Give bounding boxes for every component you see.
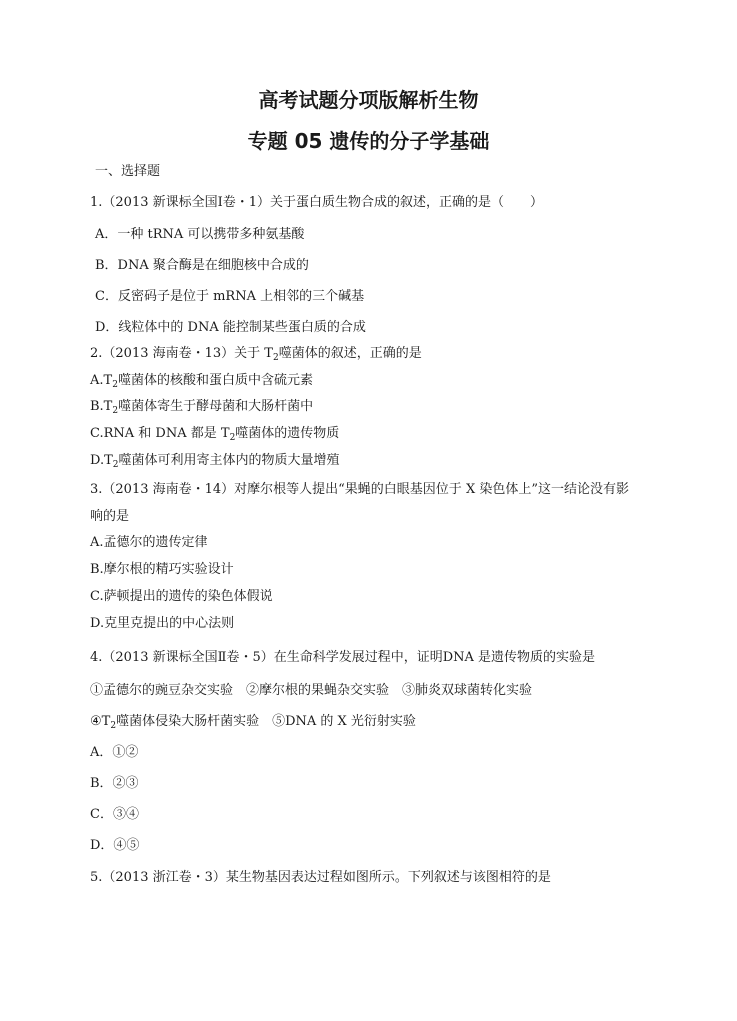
question-4-option-d: D．④⑤ bbox=[90, 838, 140, 853]
question-4-option-c: C．③④ bbox=[90, 807, 139, 822]
question-2-option-d: $D.T_2$噬菌体可利用寄主体内的物质大量增殖 bbox=[90, 453, 340, 470]
question-4-option-b: B．②③ bbox=[90, 776, 139, 791]
question-3-option-a: A.孟德尔的遗传定律 bbox=[90, 535, 208, 550]
topic-title: 专题 05 遗传的分子学基础 bbox=[247, 129, 490, 153]
question-5-stem: 5.（2013 浙江卷・3）某生物基因表达过程如图所示。下列叙述与该图相符的是 bbox=[90, 870, 551, 885]
question-1-option-d: D．线粒体中的 DNA 能控制某些蛋白质的合成 bbox=[95, 320, 366, 335]
question-2-option-a: $A.T_2$噬菌体的核酸和蛋白质中含硫元素 bbox=[90, 373, 313, 390]
question-2-option-b: $B.T_2$噬菌体寄生于酵母菌和大肠杆菌中 bbox=[90, 399, 314, 416]
question-4-items-line-1: ①孟德尔的豌豆杂交实验 ②摩尔根的果蝇杂交实验 ③肺炎双球菌转化实验 bbox=[90, 683, 533, 698]
question-1-stem: 1.（2013 新课标全国Ⅰ卷・1）关于蛋白质生物合成的叙述，正确的是（ ） bbox=[90, 195, 544, 210]
document-title: 高考试题分项版解析生物 bbox=[258, 88, 479, 112]
section-heading: 一、选择题 bbox=[95, 164, 161, 179]
question-3-stem-line-2: 响的是 bbox=[90, 509, 130, 524]
question-3-option-b: B.摩尔根的精巧实验设计 bbox=[90, 562, 234, 577]
question-1-option-c: C．反密码子是位于 mRNA 上相邻的三个碱基 bbox=[95, 289, 365, 304]
question-3-option-c: C.萨顿提出的遗传的染色体假说 bbox=[90, 589, 273, 604]
question-4-stem: 4.（2013 新课标全国Ⅱ卷・5）在生命科学发展过程中，证明DNA 是遗传物质的实验是 bbox=[90, 650, 596, 665]
question-4-option-a: A．①② bbox=[90, 745, 139, 760]
question-3-stem-line-1: 3.（2013 海南卷・14）对摩尔根等人提出“果蝇的白眼基因位于 X 染色体上”这一结论没有影 bbox=[90, 482, 629, 497]
question-2-option-c: C.RNA 和 DNA 都是 $T_2$噬菌体的遗传物质 bbox=[90, 426, 340, 443]
question-4-items-line-2: $④T_2$噬菌体侵染大肠杆菌实验 ⑤DNA 的 X 光衍射实验 bbox=[90, 714, 416, 731]
question-1-option-a: A．一种 tRNA 可以携带多种氨基酸 bbox=[95, 227, 305, 242]
question-2-stem: 2.（2013 海南卷・13）关于 $T_2$噬菌体的叙述，正确的是 bbox=[90, 346, 422, 363]
question-1-option-b: B．DNA 聚合酶是在细胞核中合成的 bbox=[95, 258, 309, 273]
question-3-option-d: D.克里克提出的中心法则 bbox=[90, 616, 235, 631]
